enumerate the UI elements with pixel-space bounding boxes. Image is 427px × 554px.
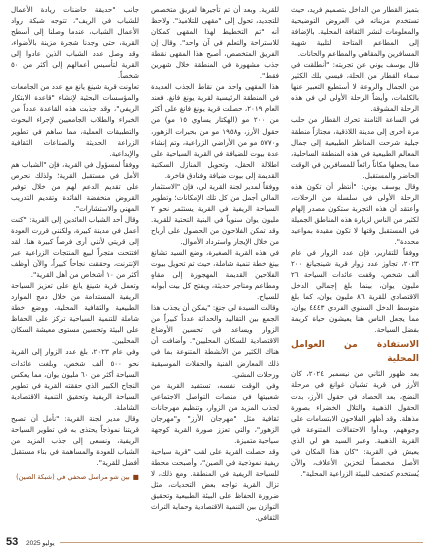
square-bullet-icon: ■	[132, 472, 139, 481]
paragraph: هذا المقهى واحد من نقاط الجذب العديدة في المنطقة الرئيسية لقرية يونغ فانغ. فعند العام ٢٠١٩، حصلت قرية يونغ فانغ على أكثر من ٢٠٠ مو (الهكتار يساوي ١٥ مو) من حقول الأرز، و١٩٥٨ مو من بحيرات الزهور، و٥٧٧٠ مو من الأراضي الزراعية، وتم إنشاء عدة بيوت للضيافة في القرية السياحية على اطلالة الحقل، وتحويل المنازل السكنية القديمة إلى بيوت ضيافة وفنادق فاخرة.	[151, 82, 279, 180]
author-credit	[11, 472, 139, 482]
paragraph: قال يوسف يوني عن تجربته: "أنطلقت في سماء القطار من الحلة، فيسي بلك الكثير من الجمال والروعة لا أستطيع التعبير عنها بالكلمات، وأيضاً الرحلة الأولى لي في هذه الرحلة المشوقة.	[291, 60, 419, 114]
author-credit-text: بين شو مراسل صحفي في (شبكة الصين)	[16, 472, 130, 481]
text-column-left	[11, 4, 139, 526]
paragraph: جانب "حديقة حاضنات ريادة الأعمال للشباب في الريف"، تتوجه شبكة رواد الأعمال الشباب، عندما وصلنا إلى أسطح القرية، حتى وجدنا شجرة مزينة بالأضواء، وقد وصل عدد الشباب الذين عادوا إلى القرية لتأسيس أعمالهم إلى أكثر من ٥٠ شخصاً.	[11, 5, 139, 81]
paragraph: ووفقاً لمدير لجنة القرية لي، فإن "الاستثمار المالي أجمل من كل تلك الإمكانات؛ وتطوير السياحة الريفية في القرية يستثمر نحو ٢ مليون يوان سنوياً في البنية التحتية للقرية. وقد تمكن الفلاحون من الحصول على أرباح من خلال الإيجار واسترداد الأموال.	[151, 181, 279, 246]
page-footer	[4, 532, 423, 550]
paragraph: ووفقاً لمسؤول في القرية، فإن "الشباب هم الأمل في مستقبل القرية؛ ولذلك نحرص على تقديم الدعم لهم من خلال توفير القروض منخفضة الفائدة وتقديم التدريب المهني والاستشارات".	[11, 159, 139, 213]
paragraph: بتميز القطار من الداخل بتصميم فريد، حيث تستخدم مزيناته في العروض التوضيحية والمعلومات لنشر الثقافة المحلية. بالإضافة إلى المطاعم المتاحة لتلبية شهية المسافرين والمقاهي والمطاعم والحانات.	[291, 5, 419, 59]
text-column-middle	[151, 4, 279, 526]
paragraph: ووفقاً للتقارير، فإن عدد الزوار في عام ٢٠٢٣، تجاوز عدد زوار قرية شينجيانغ ٢٠٠ ألف شخص، وقفت عائدات السياحة ٢٦ مليون يوان، بينما بلغ إجمالي الدخل الاقتصادي للقرية ٨٦ مليون يوان، كما بلغ متوسط الدخل السنوي الفردي ٤٤٤٣ يوان، مما يجعل الناس هنا يعيشون حياة كريمة بفضل السياحة.	[291, 248, 419, 335]
paragraph: بعد ظهور الثاني من نيسمبر ٢٠٢٤، كان الأرز في قرية تشيان غوانغ في مرحلة النضج، بعد الحصاد في حقول الأرز، بدت الحقول الذهبية والتلال الخضراء بصورة مذهلة. وقد أظهر الفلاحون الابتسامات على وجوههم، وبدأوا الاحتفالات المتنوعة في القرية الذهبية. وعبر السيد هو لي الذي يعيش في القرية: "كان هذا المكان في الأصل مخصصاً لتخزين الأعلاف، والآن يُستخدم كمتحف للبيئة الزراعية المحلية".	[291, 369, 419, 478]
paragraph: وفي الوقت نفسه، تستفيد القرية من شعبيتها في منصات التواصل الاجتماعي لجذب المزيد من الزوار، وتنظيم مهرجانات ثقافية مثل "مهرجان الأرز" و"مهرجان الزهور"، والتي تعزز صورة القرية كوجهة سياحية متميزة.	[151, 380, 279, 445]
paragraph: تعاونت قرية شينغ يانغ مع عدد من الجامعات والمؤسسات البحثية لإنشاء "قاعدة الابتكار الريفي"، وقد جذبت هذه القاعدة عدداً من الخبراء والطلاب الجامعيين لإجراء البحوث والتطبيقات العملية، مما ساهم في تطوير الزراعة الحديثة والصناعات الثقافية والإبداعية.	[11, 82, 139, 158]
paragraph: وتعمل قرية شينغ يانغ على تعزيز السياحة الريفية المستدامة من خلال دمج الموارد الطبيعية والثقافية المحلية، ووضع خطة شاملة للتنمية السياحية تركز على الحفاظ على البيئة وتحسين مستوى معيشة السكان المحليين.	[11, 281, 139, 346]
paragraph: للقرية. وبعد أن تم تأجيرها لفريق متخصص للتجديد، تحول إلى "مقهى للتلاميذ". ولاحظ أنه "تم التخطيط لهذا المقهى كمكان للاستراحة والتعلم في آن واحد". وقال إن الفريق المتخصص، أصبح هذا المقهى نقطة جذب مشهورة في المنطقة خلال شهرين فقط".	[151, 5, 279, 81]
section-heading: الاستفادة من العوامل المحلية	[291, 340, 419, 365]
paragraph: وقالت السيدة لي جنغ: "يمكن أن يجذب هذا الجمع بين التقاليد والحداثة عدداً كبيراً من الزوار ويساعد في تحسين الأوضاع الاقتصادية للسكان المحليين". وأضافت أن هناك الكثير من الأنشطة المتنوعة بما في ذلك المعارض الفنية والحفلات الموسيقية ورحلات المشي.	[151, 303, 279, 379]
paragraph: وقال مدير لجنة القرية: "نأمل أن تصبح قريتنا نموذجاً يحتذى به في تطوير السياحة الريفية، ونسعى إلى جذب المزيد من الشباب للعودة والمساهمة في بناء مستقبل أفضل للقرية".	[11, 413, 139, 467]
page-number: 53	[6, 536, 19, 548]
paragraph: في الساعة الثامنة تحرك القطار من حلب مرة أخرى إلى مدينة اللاذقية، مجتازاً منطقة جبلية شرحت المناظر الطبيعية إلى جمال المعالم الطبيعية في هذه المنطقة الساحلية، مما يجعلها مكاناً رائعاً للمسافرين في الوقت الحاضر والمستقبل.	[291, 115, 419, 180]
paragraph: في هذه القرية الصغيرة، وضع السيد تشانغ بينغ خطة تنمية شاملة، حيث تم تحويل بيوت الفلاحين القديمة المهجورة إلى مقاهٍ ومطاعم ومتاجر حديثة، ويفتح كل بيت أبوابه للسياح.	[151, 248, 279, 302]
paragraph: وقال يوسف يوني: "أنتظر أن تكون هذه الرحلة الأولى في سلسلة من الرحلات، وأعتقد أن هذه التجربة ستكون مصدر إلهام لكثير من الناس لزيارة هذه المناطق الجميلة في المستقبل وقتها لا تكون مقيدة بمواعيد محددة".	[291, 181, 419, 246]
issue-date: يوليو 2025	[26, 540, 55, 547]
paragraph: وفي عام ٢٠٢٣، بلغ عدد الزوار إلى القرية نحو ٥٠٠ ألف شخص، وبلغت عائدات السياحة أكثر من ٦٠ مليون يوان، مما يعكس النجاح الكبير الذي حققته القرية في تطوير السياحة الريفية وتحقيق التنمية الاقتصادية الشاملة.	[11, 347, 139, 412]
paragraph: وقد حصلت القرية على لقب "قرية سياحية ريفية نموذجية في الصين"، وأصبحت محطة للسياحة الريفية في المنطقة. ومع ذلك، لا تزال القرية تواجه بعض التحديات، مثل ضرورة الحفاظ على البيئة الطبيعية وتحقيق التوازن بين التنمية الاقتصادية وحماية التراث الثقافي.	[151, 446, 279, 523]
paragraph: وقال أحد الشباب العائدين إلى القرية: "كنت أعمل في مدينة كبيرة، ولكنني قررت العودة إلى قريتي لأنني أرى فرصاً كبيرة هنا. لقد افتتحت متجراً لبيع المنتجات الزراعية عبر الإنترنت، وحققت نجاحاً كبيراً، والآن أوظف أكثر من ١٠ أشخاص من أهل القرية".	[11, 214, 139, 280]
text-column-right	[291, 4, 419, 526]
footer-divider	[60, 542, 423, 543]
